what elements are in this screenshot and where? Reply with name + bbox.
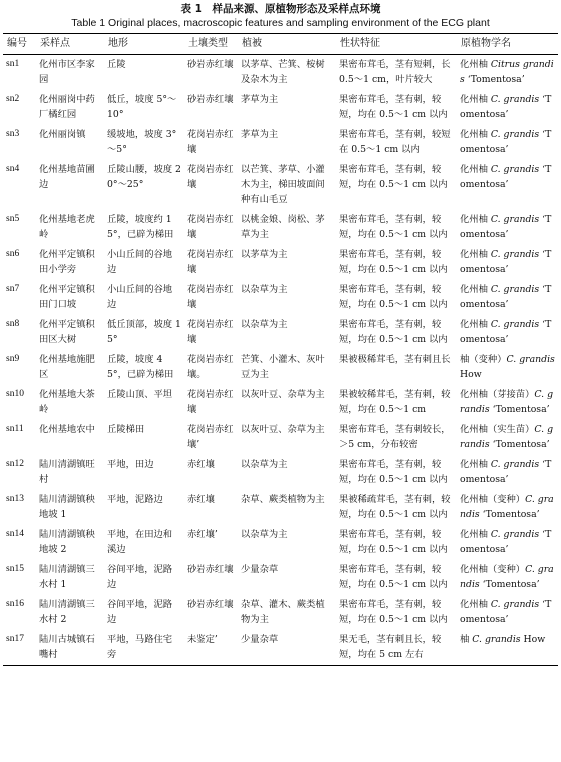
vegetation-cell: 以茅草、芒箕、桉树及杂木为主 <box>241 59 325 85</box>
header-cell: 土壤类型 <box>184 34 238 55</box>
plant-name-scientific: C. grandis <box>472 634 521 645</box>
plant-name-common: 化州柚 <box>460 214 491 225</box>
soil-type-cell: 砂岩赤红壤 <box>187 94 234 105</box>
sample-id-cell: sn13 <box>6 494 24 504</box>
plant-name-scientific: C. grandis <box>490 164 540 175</box>
plant-name-scientific: C. grandis <box>490 319 540 330</box>
soil-type-cell: 砂岩赤红壤 <box>187 599 234 610</box>
plant-name-cell <box>457 490 558 525</box>
plant-name-cell <box>457 280 558 315</box>
plant-name-scientific: C. grandis <box>490 129 540 140</box>
soil-type-cell: 花岗岩赤红壤。 <box>187 354 234 380</box>
vegetation-cell: 以杂草为主 <box>241 459 288 470</box>
plant-name-cell <box>457 385 558 420</box>
sampling-site-cell: 陆川清湖镇秧地坡 2 <box>39 529 95 555</box>
header-cell: 原植物学名 <box>457 34 558 55</box>
plant-name-common: 化州柚 <box>460 599 491 610</box>
soil-type-cell: 砂岩赤红壤 <box>187 564 234 575</box>
features-cell: 果密布茸毛，茎有刺，较短，均在 0.5～1 cm 以内 <box>339 94 448 120</box>
sampling-site-cell: 化州基地苗圃边 <box>39 164 95 190</box>
plant-name-cultivar: ‘Tomentosa’ <box>460 164 552 190</box>
table-row <box>3 420 558 455</box>
features-cell: 果密布茸毛，茎有刺，较短，均在 0.5～1 cm 以内 <box>339 249 448 275</box>
terrain-cell: 丘陵山顶、平坦 <box>107 389 173 400</box>
plant-name-scientific: C. grandis <box>490 94 540 105</box>
plant-name-cell <box>457 315 558 350</box>
table-row <box>3 630 558 666</box>
plant-name-cell <box>457 455 558 490</box>
plant-name-cultivar: ‘Tomentosa’ <box>479 509 540 520</box>
sample-id-cell: sn17 <box>3 630 36 666</box>
sample-id-cell: sn5 <box>6 214 20 224</box>
table-row <box>3 560 558 595</box>
header-cell: 植被 <box>238 34 336 55</box>
plant-name-cell <box>457 125 558 160</box>
table-row <box>3 245 558 280</box>
terrain-cell: 平地，在田边和溪边 <box>107 529 173 555</box>
table-row <box>3 315 558 350</box>
vegetation-cell: 以杂草为主 <box>241 284 288 295</box>
plant-name-scientific: Citrus grandis <box>460 59 554 85</box>
table-row <box>3 160 558 210</box>
soil-type-cell: 赤红壤’ <box>187 529 218 540</box>
header-cell: 性状特征 <box>336 34 457 55</box>
vegetation-cell: 茅草为主 <box>241 94 279 105</box>
table-row <box>3 350 558 385</box>
vegetation-cell: 杂草、蕨类植物为主 <box>241 494 325 505</box>
soil-type-cell: 赤红壤 <box>187 494 215 505</box>
features-cell: 果被极稀茸毛，茎有刺且长 <box>339 354 451 365</box>
features-cell: 果无毛，茎有刺且长，较短，均在 5 cm 左右 <box>336 630 457 666</box>
sample-id-cell: sn2 <box>6 94 20 104</box>
soil-type-cell: 花岗岩赤红壤 <box>187 214 234 240</box>
sample-id-cell: sn8 <box>6 319 20 329</box>
plant-name-scientific: C. grandis <box>460 424 554 450</box>
plant-name-cell <box>457 160 558 210</box>
vegetation-cell: 以杂草为主 <box>241 529 288 540</box>
sampling-site-cell: 化州基地农中 <box>39 424 95 435</box>
terrain-cell: 丘陵，坡度 45°，已辟为梯田 <box>107 354 174 380</box>
table-row <box>3 90 558 125</box>
sample-id-cell: sn7 <box>6 284 20 294</box>
sampling-site-cell: 陆川古城镇石嘴村 <box>36 630 104 666</box>
plant-name-cultivar: ‘Tomentosa’ <box>460 249 552 275</box>
table-row <box>3 280 558 315</box>
sample-id-cell: sn6 <box>6 249 20 259</box>
soil-type-cell: 花岗岩赤红壤 <box>187 284 234 310</box>
sampling-site-cell: 化州平定镇积田小学旁 <box>39 249 95 275</box>
vegetation-cell: 以芒箕、茅草、小灌木为主，梯田坡面间种有山毛豆 <box>241 164 325 205</box>
plant-name-cell <box>457 560 558 595</box>
plant-name-common: 柚 <box>460 634 473 645</box>
table-row <box>3 455 558 490</box>
plant-name-cultivar: ‘Tomentosa’ <box>460 529 552 555</box>
terrain-cell: 平地，马路住宅旁 <box>104 630 184 666</box>
plant-name-common: 化州柚 <box>460 164 491 175</box>
plant-name-scientific: C. grandis <box>506 354 555 365</box>
plant-name-common: 化州柚 <box>460 129 491 140</box>
plant-name-cultivar: ‘Tomentosa’ <box>464 74 525 85</box>
table-row <box>3 490 558 525</box>
features-cell: 果密布茸毛，茎有刺，较短，均在 0.5～1 cm 以内 <box>339 459 448 485</box>
plant-name-scientific: C. grandis <box>490 214 540 225</box>
plant-name-common: 化州柚 <box>460 529 491 540</box>
table-row <box>3 210 558 245</box>
sampling-site-cell: 化州基地施肥区 <box>39 354 95 380</box>
plant-name-cell <box>457 350 558 385</box>
plant-name-common: 化州柚 <box>460 459 491 470</box>
vegetation-cell: 以灰叶豆、杂草为主 <box>241 389 325 400</box>
plant-name-common: 化州柚 <box>460 94 491 105</box>
vegetation-cell: 杂草、灌木、蕨类植物为主 <box>241 599 325 625</box>
vegetation-cell: 芒箕、小灌木、灰叶豆为主 <box>241 354 325 380</box>
sample-id-cell: sn12 <box>6 459 24 469</box>
plant-name-cell <box>457 525 558 560</box>
vegetation-cell: 以茅草为主 <box>241 249 288 260</box>
plant-name-common: 柚（变种） <box>460 354 507 365</box>
plant-name-common: 化州柚（芽接苗） <box>460 389 535 400</box>
plant-name-cultivar: ‘Tomentosa’ <box>489 439 550 450</box>
sampling-table <box>3 33 558 666</box>
sampling-site-cell: 化州平定镇积田门口坡 <box>39 284 95 310</box>
sample-id-cell: sn10 <box>6 389 24 399</box>
table-caption-en: Table 1 Original places, macroscopic features and sampling environment of the ECG plant <box>71 17 490 29</box>
plant-name-cell <box>457 245 558 280</box>
soil-type-cell: 花岗岩赤红壤 <box>187 164 234 190</box>
sample-id-cell: sn4 <box>6 164 20 174</box>
soil-type-cell: 砂岩赤红壤 <box>187 59 234 70</box>
terrain-cell: 平地，田边 <box>107 459 154 470</box>
soil-type-cell: 花岗岩赤红壤 <box>187 319 234 345</box>
table-caption-cn: 表 1 样品来源、原植物形态及采样点环境 <box>180 3 381 15</box>
vegetation-cell: 茅草为主 <box>241 129 279 140</box>
table-row <box>3 55 558 91</box>
terrain-cell: 谷间平地，泥路边 <box>107 564 173 590</box>
soil-type-cell: 赤红壤 <box>187 459 215 470</box>
plant-name-cultivar: How <box>460 369 482 380</box>
sampling-site-cell: 化州丽岗镇 <box>39 129 86 140</box>
features-cell: 果被稀疏茸毛，茎有刺，较短，均在 0.5～1 cm 以内 <box>339 494 451 520</box>
features-cell: 果密布茸毛，茎有刺，较短，均在 0.5～1 cm 以内 <box>339 284 448 310</box>
soil-type-cell: 花岗岩赤红壤’ <box>187 424 234 450</box>
plant-name-cultivar: How <box>520 634 546 645</box>
features-cell: 果密布茸毛，茎有短刺，长 0.5～1 cm，叶片较大 <box>339 59 451 85</box>
plant-name-scientific: C. grandis <box>460 389 554 415</box>
plant-name-cultivar: ‘Tomentosa’ <box>489 404 550 415</box>
sampling-site-cell: 化州基地老虎岭 <box>39 214 95 240</box>
header-cell: 编号 <box>3 34 36 55</box>
sampling-site-cell: 陆川清湖镇三水村 1 <box>39 564 95 590</box>
plant-name-cell <box>457 630 558 666</box>
plant-name-common: 化州柚 <box>460 319 491 330</box>
plant-name-cultivar: ‘Tomentosa’ <box>460 599 552 625</box>
terrain-cell: 平地，泥路边 <box>107 494 163 505</box>
sample-id-cell: sn14 <box>6 529 24 539</box>
plant-name-cultivar: ‘Tomentosa’ <box>460 214 552 240</box>
sample-id-cell: sn9 <box>6 354 20 364</box>
plant-name-common: 化州柚（变种） <box>460 564 526 575</box>
soil-type-cell: 花岗岩赤红壤 <box>187 129 234 155</box>
sampling-site-cell: 陆川清湖镇旺村 <box>39 459 95 485</box>
terrain-cell: 丘陵 <box>107 59 126 70</box>
plant-name-common: 化州柚（变种） <box>460 494 526 505</box>
table-row <box>3 125 558 160</box>
sampling-site-cell: 陆川清湖镇三水村 2 <box>39 599 95 625</box>
soil-type-cell: 花岗岩赤红壤 <box>187 389 234 415</box>
plant-name-scientific: C. grandis <box>460 494 554 520</box>
plant-name-cultivar: ‘Tomentosa’ <box>460 129 552 155</box>
plant-name-cell <box>457 90 558 125</box>
terrain-cell: 低丘，坡度 5°～10° <box>107 94 177 120</box>
sample-id-cell: sn3 <box>6 129 20 139</box>
terrain-cell: 丘陵山腰，坡度 20°～25° <box>107 164 181 190</box>
terrain-cell: 低丘顶部，坡度 15° <box>107 319 181 345</box>
sampling-site-cell: 化州丽岗中药厂橘红园 <box>39 94 95 120</box>
plant-name-scientific: C. grandis <box>490 599 540 610</box>
features-cell: 果密布茸毛，茎有刺较长，＞5 cm，分布较密 <box>339 424 451 450</box>
sampling-site-cell: 陆川清湖镇秧地坡 1 <box>39 494 95 520</box>
plant-name-common: 化州柚（实生苗） <box>460 424 535 435</box>
plant-name-scientific: C. grandis <box>490 459 540 470</box>
plant-name-common: 化州柚 <box>460 59 491 70</box>
plant-name-cell <box>457 595 558 630</box>
terrain-cell: 谷间平地，泥路边 <box>107 599 173 625</box>
sample-id-cell: sn15 <box>6 564 24 574</box>
vegetation-cell: 少量杂草 <box>238 630 336 666</box>
table-row <box>3 385 558 420</box>
features-cell: 果密布茸毛，茎有刺，较短，均在 0.5～1 cm 以内 <box>339 599 448 625</box>
terrain-cell: 丘陵梯田 <box>107 424 145 435</box>
plant-name-scientific: C. grandis <box>490 284 540 295</box>
plant-name-cell <box>457 420 558 455</box>
sampling-site-cell: 化州平定镇积田区大树 <box>39 319 95 345</box>
terrain-cell: 缓坡地，坡度 3°～5° <box>107 129 177 155</box>
plant-name-common: 化州柚 <box>460 249 491 260</box>
terrain-cell: 小山丘间的谷地边 <box>107 249 173 275</box>
features-cell: 果密布茸毛，茎有刺，较短，均在 0.5～1 cm 以内 <box>339 319 448 345</box>
table-row <box>3 525 558 560</box>
plant-name-scientific: C. grandis <box>490 529 540 540</box>
features-cell: 果密布茸毛，茎有刺，较短在 0.5～1 cm 以内 <box>339 129 451 155</box>
sample-id-cell: sn16 <box>6 599 24 609</box>
features-cell: 果密布茸毛，茎有刺，较短，均在 0.5～1 cm 以内 <box>339 529 448 555</box>
sample-id-cell: sn1 <box>6 59 20 69</box>
soil-type-cell: 花岗岩赤红壤 <box>187 249 234 275</box>
sample-id-cell: sn11 <box>6 424 24 434</box>
table-row <box>3 595 558 630</box>
features-cell: 果被较稀茸毛，茎有刺，较短，均在 0.5～1 cm <box>339 389 451 415</box>
vegetation-cell: 少量杂草 <box>241 564 279 575</box>
plant-name-common: 化州柚 <box>460 284 491 295</box>
plant-name-scientific: C. grandis <box>460 564 554 590</box>
plant-name-cultivar: ‘Tomentosa’ <box>460 284 552 310</box>
plant-name-scientific: C. grandis <box>490 249 540 260</box>
plant-name-cell <box>457 210 558 245</box>
soil-type-cell: 未鉴定’ <box>184 630 238 666</box>
plant-name-cultivar: ‘Tomentosa’ <box>460 459 552 485</box>
header-cell: 地形 <box>104 34 184 55</box>
sampling-site-cell: 化州市区李家园 <box>39 59 95 85</box>
vegetation-cell: 以灰叶豆、杂草为主 <box>241 424 325 435</box>
vegetation-cell: 以桃金娘、岗松、茅草为主 <box>241 214 325 240</box>
plant-name-cultivar: ‘Tomentosa’ <box>460 319 552 345</box>
sampling-site-cell: 化州基地大茶岭 <box>39 389 95 415</box>
features-cell: 果密布茸毛，茎有刺，较短，均在 0.5～1 cm 以内 <box>339 564 448 590</box>
table-body <box>3 55 558 666</box>
features-cell: 果密布茸毛，茎有刺，较短，均在 0.5～1 cm 以内 <box>339 214 448 240</box>
plant-name-cultivar: ‘Tomentosa’ <box>460 94 552 120</box>
table-header-row <box>3 34 558 55</box>
plant-name-cell <box>457 55 558 91</box>
plant-name-cultivar: ‘Tomentosa’ <box>479 579 540 590</box>
vegetation-cell: 以杂草为主 <box>241 319 288 330</box>
header-cell: 采样点 <box>36 34 104 55</box>
terrain-cell: 小山丘间的谷地边 <box>107 284 173 310</box>
terrain-cell: 丘陵，坡度约 15°，已辟为梯田 <box>107 214 174 240</box>
features-cell: 果密布茸毛，茎有刺，较短，均在 0.5～1 cm 以内 <box>339 164 448 190</box>
